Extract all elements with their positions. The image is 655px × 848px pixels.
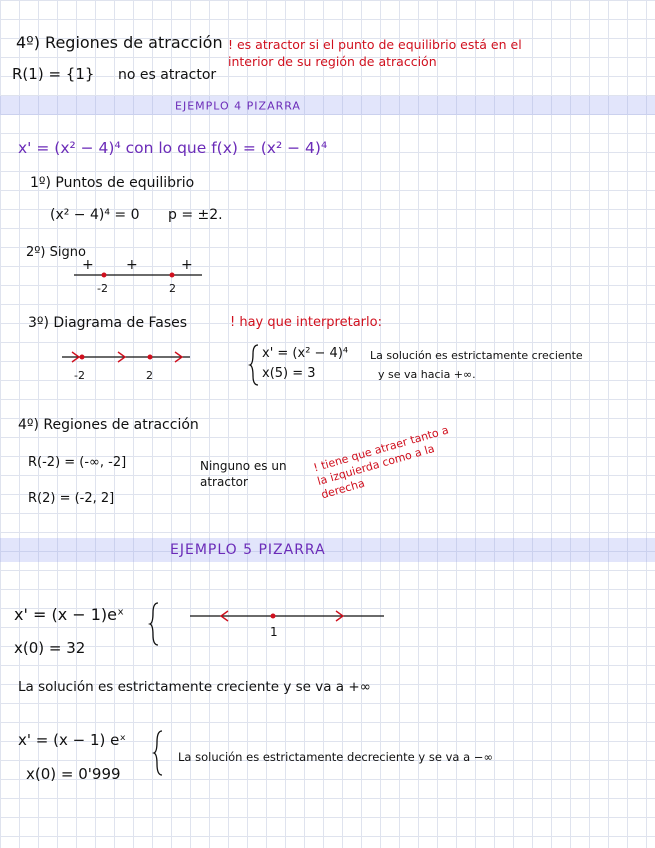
sign-tick-2: 2 — [169, 282, 176, 295]
region-minus2: R(-2) = (-∞, -2] — [28, 455, 127, 470]
phase-diagram-line — [62, 350, 192, 364]
step2-title: 2º) Signo — [26, 245, 86, 260]
example-5-equation-2: x' = (x − 1) eˣ — [18, 731, 126, 749]
phase-tick-2: 2 — [146, 369, 153, 382]
example-4-equation: x' = (x² − 4)⁴ con lo que f(x) = (x² − 4)⁴ — [18, 139, 328, 157]
example-5-initial-2: x(0) = 0'999 — [26, 765, 121, 783]
system-comment-2: y se va hacia +∞. — [378, 368, 476, 381]
example-5-title: EJEMPLO 5 PIZARRA — [170, 542, 326, 558]
system-brace — [250, 344, 260, 386]
sign-number-line — [74, 272, 202, 280]
example-5-equation-1: x' = (x − 1)eˣ — [14, 605, 125, 624]
no-attractor-note: Ninguno es un atractor — [200, 459, 287, 489]
example-5-comment-2: La solución es estrictamente decreciente y se va a −∞ — [178, 750, 494, 764]
region-2: R(2) = (-2, 2] — [28, 491, 115, 506]
example-5-phase-tick: 1 — [270, 625, 278, 639]
interpret-red-note: ! hay que interpretarlo: — [230, 315, 382, 330]
sign-plus-middle: + — [126, 257, 138, 273]
attract-both-sides-note: ! tiene que atraer tanto a la izquierda como a la derecha — [312, 423, 451, 502]
example-5-initial-1: x(0) = 32 — [14, 639, 86, 657]
example-5-comment-1: La solución es estrictamente creciente y se va a +∞ — [18, 679, 371, 695]
sign-tick-minus2: -2 — [97, 282, 108, 295]
system-comment-1: La solución es estrictamente creciente — [370, 349, 583, 362]
example-4-banner — [0, 96, 655, 115]
example-5-brace-2 — [154, 730, 164, 776]
example-5-banner — [0, 538, 655, 562]
step4-title: 4º) Regiones de atracción — [18, 417, 199, 433]
system-line-1: x' = (x² − 4)⁴ — [262, 346, 349, 361]
sign-plus-left: + — [82, 257, 94, 273]
attractor-red-note: ! es atractor si el punto de equilibrio está en el interior de su región de atracción — [228, 37, 522, 69]
example-4-title: EJEMPLO 4 PIZARRA — [175, 99, 301, 112]
step1-solution: p = ±2. — [168, 207, 223, 223]
region-r1: R(1) = {1} — [12, 65, 95, 83]
step1-equation: (x² − 4)⁴ = 0 — [50, 207, 140, 223]
example-5-phase-line — [190, 609, 385, 623]
phase-tick-minus2: -2 — [74, 369, 85, 382]
step1-title: 1º) Puntos de equilibrio — [30, 175, 195, 191]
step3-title: 3º) Diagrama de Fases — [28, 315, 188, 331]
sign-plus-right: + — [181, 257, 193, 273]
regions-heading: 4º) Regiones de atracción — [16, 33, 223, 52]
example-5-brace-1 — [150, 602, 160, 646]
not-attractor-label: no es atractor — [118, 67, 217, 83]
system-line-2: x(5) = 3 — [262, 366, 316, 381]
